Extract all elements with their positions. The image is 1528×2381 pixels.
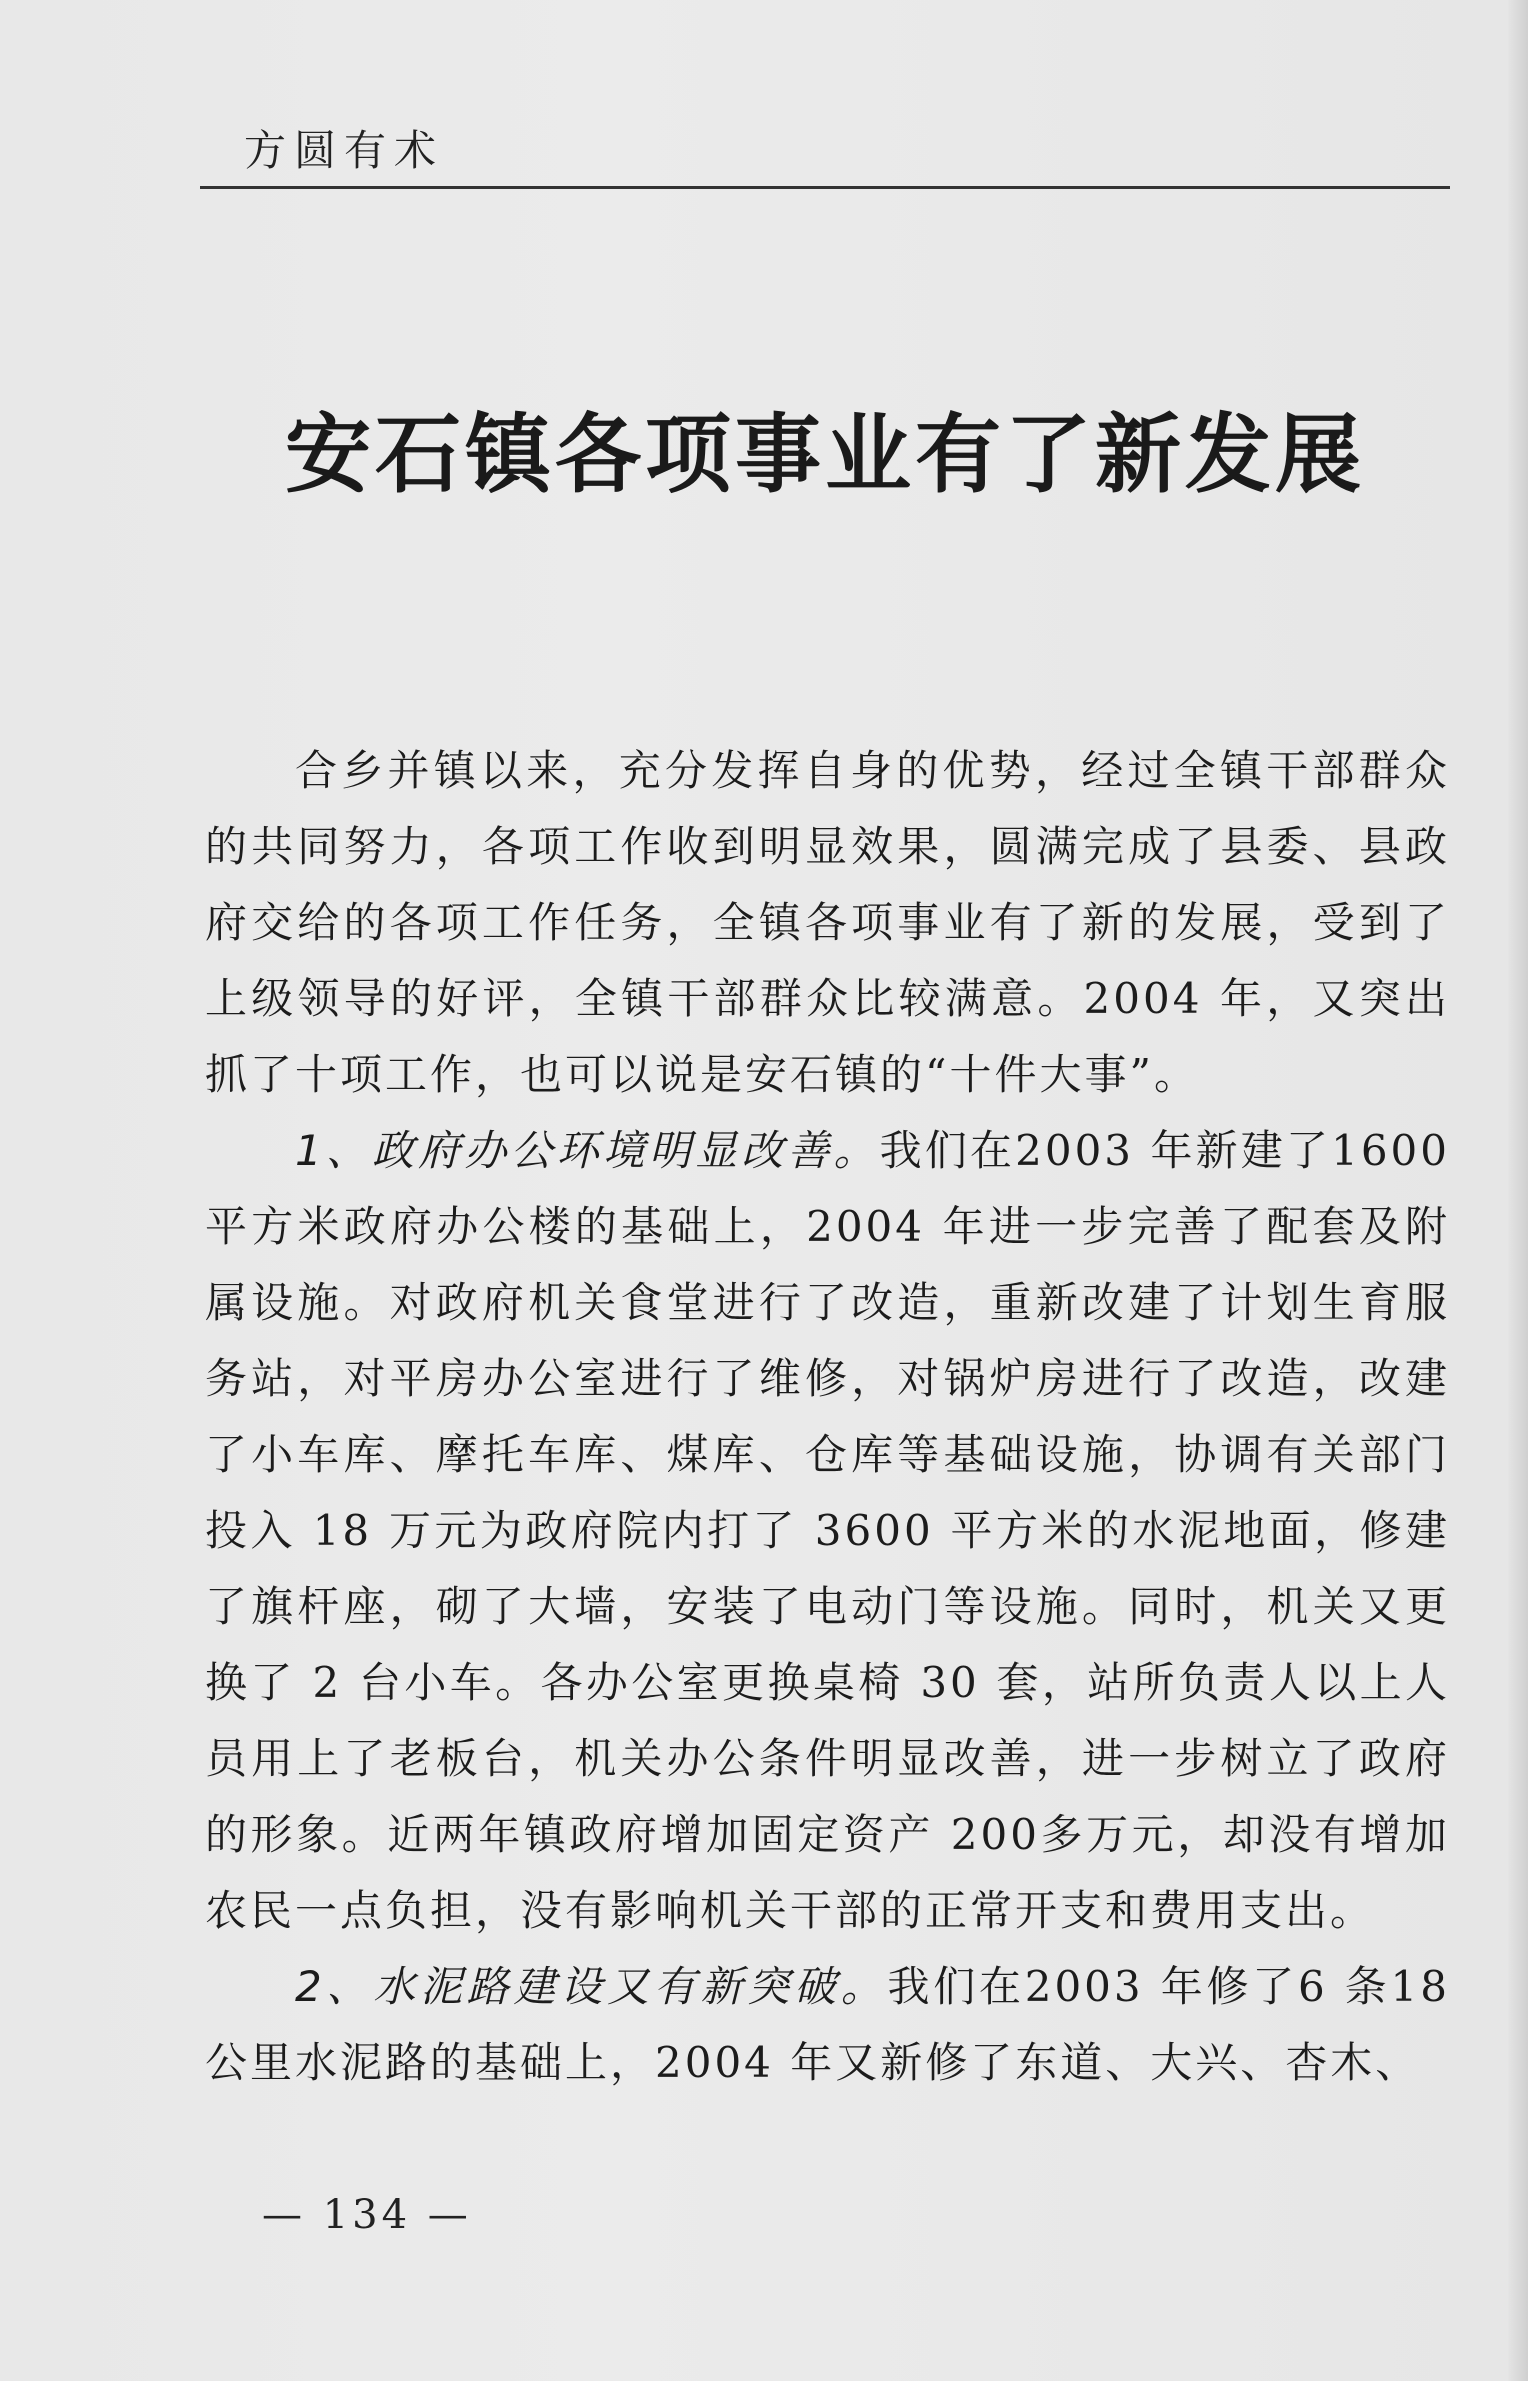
paragraph-lead: 2、水泥路建设又有新突破。 [295, 1962, 888, 2011]
paragraph-text: 我们在2003 年修了6 条18公里水泥路的基础上，2004 年又新修了东道、大兴、杏木、 [205, 1962, 1450, 2087]
paragraph-text: 我们在2003 年新建了1600平方米政府办公楼的基础上，2004 年进一步完善了配套及附属设施。对政府机关食堂进行了改造，重新改建了计划生育服务站，对平房办公室进行了维修，对锅炉房进行了改造，改建了小车库、摩托车库、煤库、仓库等基础设施，协调有关部门投入 18 万元为政府院内打了 3600 平方米的水泥地面，修建了旗杆座，砌了大墙，安装了电动门等设施。同时，机关又更换了 2 台小车。各办公室更换桌椅 30 套，站所负责人以上人员用上了老板台，机关办公条件明显改善，进一步树立了政府的形象。近两年镇政府增加固定资产 200多万元，却没有增加农民一点负担，没有影响机关干部的正常开支和费用支出。 [205, 1126, 1450, 1935]
paragraph [205, 733, 1450, 1113]
page-edge-shadow [1508, 0, 1528, 2381]
article-body [205, 733, 1450, 2101]
paragraph [205, 1113, 1450, 1949]
paragraph-text: 合乡并镇以来，充分发挥自身的优势，经过全镇干部群众的共同努力，各项工作收到明显效果，圆满完成了县委、县政府交给的各项工作任务，全镇各项事业有了新的发展，受到了上级领导的好评，全镇干部群众比较满意。2004 年，又突出抓了十项工作，也可以说是安石镇的“十件大事”。 [205, 746, 1450, 1099]
paragraph [205, 1949, 1450, 2101]
header-rule [200, 186, 1450, 189]
running-head: 方圆有术 [244, 126, 445, 175]
paragraph-lead: 1、政府办公环境明显改善。 [295, 1126, 880, 1175]
article-title: 安石镇各项事业有了新发展 [285, 404, 1365, 505]
page-number: — 134 — [262, 2192, 472, 2238]
